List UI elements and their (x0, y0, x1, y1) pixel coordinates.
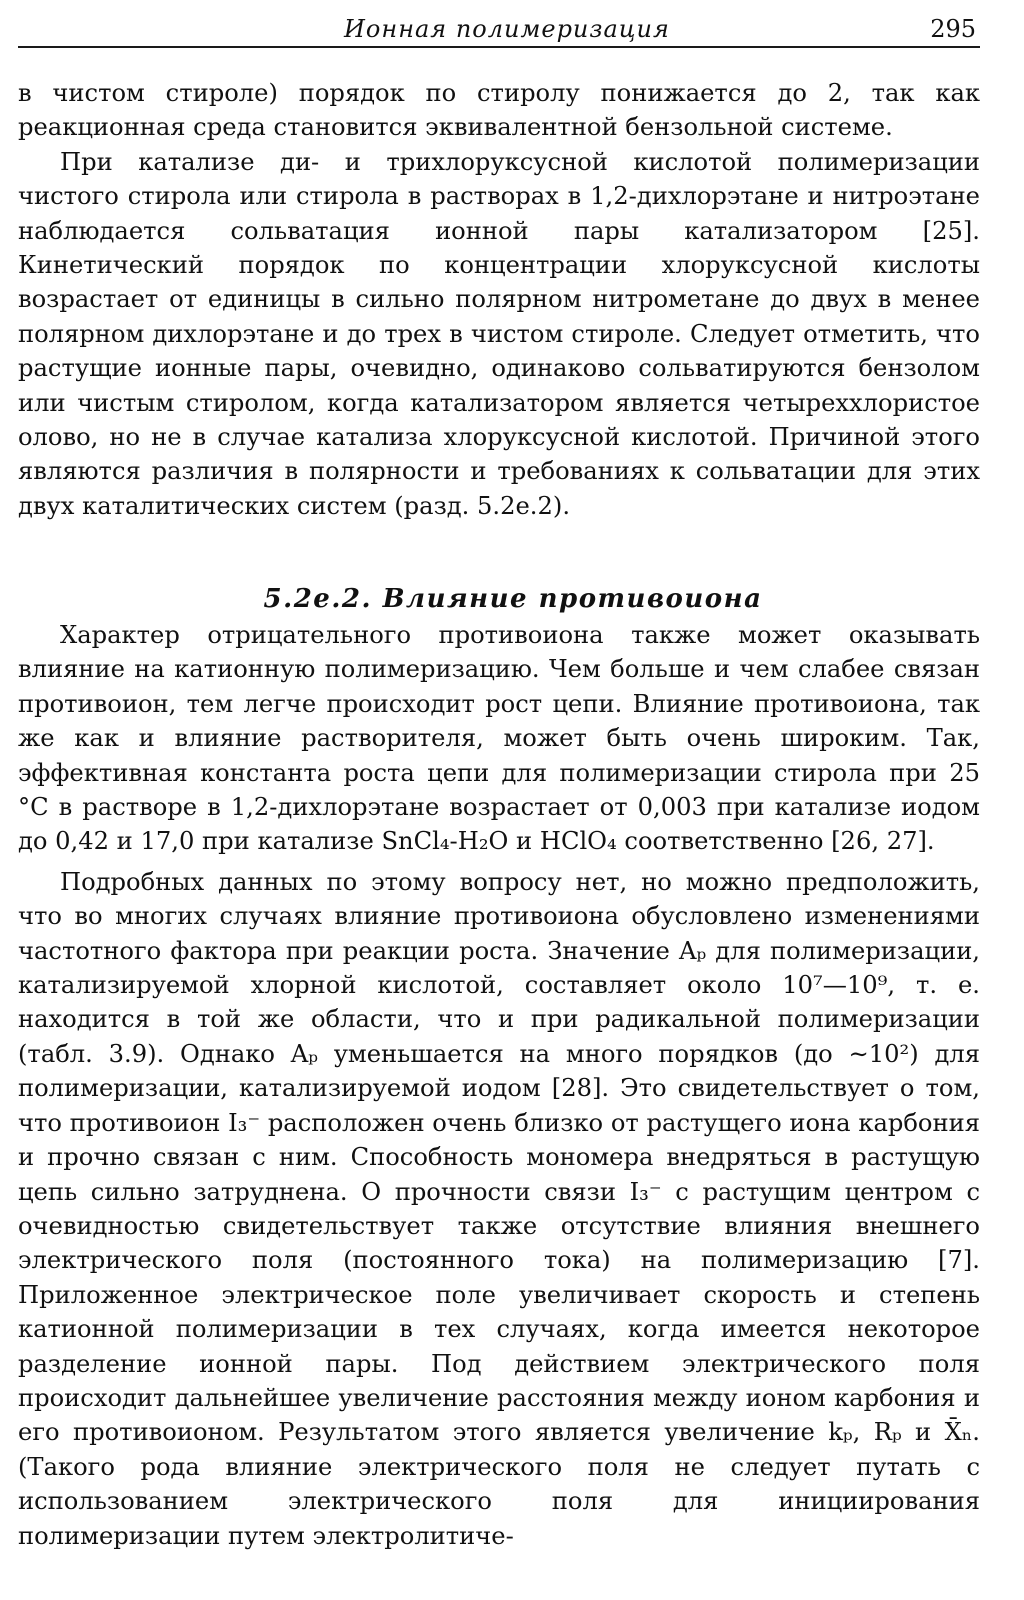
page-header (18, 14, 980, 48)
book-page (18, 0, 980, 1600)
paragraph-counterion-nature: Характер отрицательного противоиона также может оказывать влияние на катионную полимеризацию. Чем больше и чем слабее связан противоион, тем легче происходит рост цепи. Влияние противоиона, так же как и влияние растворителя, может быть очень широким. Так, эффективная константа роста цепи для полимеризации стирола при 25 °С в растворе в 1,2-дихлорэтане возрастает от 0,003 при катализе иодом до 0,42 и 17,0 при катализе SnCl₄-H₂O и HClO₄ соответственно [26, 27]. (18, 621, 980, 856)
paragraph-continuation: в чистом стироле) порядок по стиролу понижается до 2, так как реакционная среда становится эквивалентной бензольной системе. (18, 79, 980, 142)
paragraph-catalysis: При катализе ди- и трихлоруксусной кислотой полимеризации чистого стирола или стирола в растворах в 1,2-дихлорэтане и нитроэтане наблюдается сольватация ионной пары катализатором [25]. Кинетический порядок по концентрации хлоруксусной кислоты возрастает от единицы в сильно полярном нитрометане до двух в менее полярном дихлорэтане и до трех в чистом стироле. Следует отметить, что растущие ионные пары, очевидно, одинаково сольватируются бензолом или чистым стиролом, когда катализатором является четыреххлористое олово, но не в случае катализа хлоруксусной кислотой. Причиной этого являются различия в полярности и требованиях к сольватации для этих двух каталитических систем (разд. 5.2е.2). (18, 147, 980, 520)
body-text-top (18, 76, 980, 523)
body-text-bottom (18, 618, 980, 1553)
section-heading: 5.2е.2. Влияние противоиона (263, 583, 763, 614)
running-title: Ионная полимеризация (344, 15, 670, 43)
page-number: 295 (930, 15, 976, 43)
paragraph-frequency-factor: Подробных данных по этому вопросу нет, но можно предположить, что во многих случаях влияние противоиона обусловлено изменениями частотного фактора при реакции роста. Значение Aₚ для полимеризации, катализируемой хлорной кислотой, составляет около 10⁷—10⁹, т. е. находится в той же области, что и при радикальной полимеризации (табл. 3.9). Однако Aₚ уменьшается на много порядков (до ∼10²) для полимеризации, катализируемой иодом [28]. Это свидетельствует о том, что противоион I₃⁻ расположен очень близко от растущего иона карбония и прочно связан с ним. Способность мономера внедряться в растущую цепь сильно затруднена. О прочности связи I₃⁻ с растущим центром с очевидностью свидетельствует также отсутствие влияния внешнего электрического поля (постоянного тока) на полимеризацию [7]. Приложенное электрическое поле увеличивает скорость и степень катионной полимеризации в тех случаях, когда имеется некоторое разделение ионной пары. Под действием электрического поля происходит дальнейшее увеличение расстояния между ионом карбония и его противоионом. Результатом этого является увеличение kₚ, Rₚ и X̄ₙ. (Такого рода влияние электрического поля не следует путать с использованием электрического поля для инициирования полимеризации путем электролитиче- (18, 867, 980, 1550)
